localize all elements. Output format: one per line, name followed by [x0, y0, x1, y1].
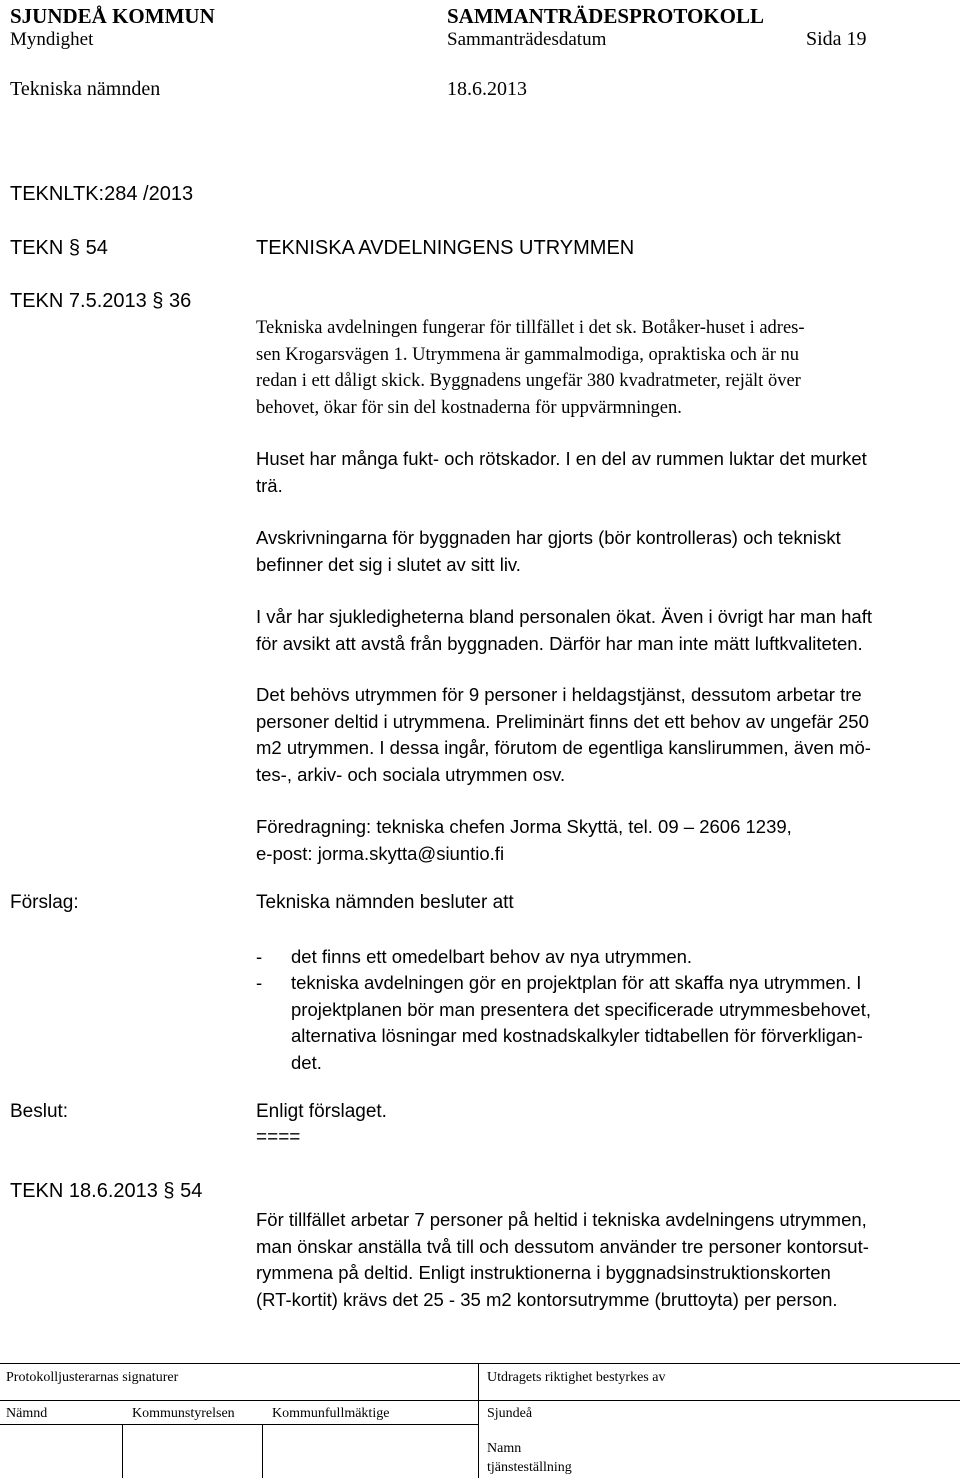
paragraph-current-staff	[256, 1207, 956, 1313]
decision-separator: ====	[256, 1127, 301, 1148]
name-label: Namn	[487, 1441, 522, 1456]
text-line: alternativa lösningar med kostnadskalkyler tidtabellen för förverkligan-	[291, 1025, 863, 1046]
authority-label: Myndighet	[10, 29, 94, 50]
teknltk-reference: TEKNLTK:284 /2013	[10, 183, 194, 205]
text-line: Föredragning: tekniska chefen Jorma Skyttä, tel. 09 – 2606 1239,	[256, 816, 792, 837]
proposal-item-dash: -	[256, 946, 263, 967]
footer-top-rule	[0, 1363, 960, 1364]
text-line: sen Krogarsvägen 1. Utrymmena är gammalmodiga, opraktiska och är nu	[256, 344, 800, 365]
footer-column-line	[262, 1424, 263, 1478]
document-type: SAMMANTRÄDESPROTOKOLL	[447, 4, 764, 28]
footer-row-rule	[0, 1400, 960, 1401]
text-line: Tekniska avdelningen fungerar för tillfället i det sk. Botåker-huset i adres-	[256, 318, 805, 338]
text-line: behovet, ökar för sin del kostnaderna för uppvärmningen.	[256, 397, 682, 418]
footer-divider	[478, 1363, 479, 1478]
section-title: TEKNISKA AVDELNINGENS UTRYMMEN	[256, 237, 635, 259]
text-line: Det behövs utrymmen för 9 personer i heldagstjänst, dessutom arbetar tre	[256, 684, 862, 705]
paragraph-depreciation	[256, 525, 956, 578]
proposal-label: Förslag:	[10, 892, 79, 913]
section-reference: TEKN § 54	[10, 237, 108, 259]
paragraph-damage	[256, 446, 956, 499]
text-line: Avskrivningarna för byggnaden har gjorts (bör kontrolleras) och tekniskt	[256, 527, 841, 548]
proposal-item: det finns ett omedelbart behov av nya utrymmen.	[291, 946, 693, 967]
paragraph-presentation	[256, 814, 956, 867]
text-line: Huset har många fukt- och rötskador. I en del av rummen luktar det murket	[256, 448, 867, 469]
certification-label: Utdragets riktighet bestyrkes av	[487, 1370, 666, 1385]
namnd-label: Nämnd	[6, 1406, 48, 1421]
meeting-date: 18.6.2013	[447, 78, 527, 100]
text-line: det.	[291, 1051, 322, 1073]
text-line: m2 utrymmen. I dessa ingår, förutom de egentliga kanslirummen, även mö-	[256, 737, 871, 758]
text-line: trä.	[256, 474, 283, 496]
position-label: tjänsteställning	[487, 1460, 572, 1475]
text-line: befinner det sig i slutet av sitt liv.	[256, 553, 521, 575]
text-line: tes-, arkiv- och sociala utrymmen osv.	[256, 763, 566, 785]
paragraph-sick-leave	[256, 604, 956, 657]
text-line: För tillfället arbetar 7 personer på heltid i tekniska avdelningens utrymmen,	[256, 1209, 867, 1230]
text-line: personer deltid i utrymmena. Preliminärt finns det ett behov av ungefär 250	[256, 710, 869, 732]
sjundea-label: Sjundeå	[487, 1406, 533, 1421]
signatures-label: Protokolljusterarnas signaturer	[6, 1370, 179, 1385]
text-line: (RT-kortit) krävs det 25 - 35 m2 kontorsutrymme (bruttoyta) per person.	[256, 1288, 838, 1310]
text-line: redan i ett dåligt skick. Byggnadens ungefär 380 kvadratmeter, rejält över	[256, 371, 801, 391]
decision-text: Enligt förslaget.	[256, 1101, 387, 1122]
proposal-intro: Tekniska nämnden besluter att	[256, 892, 514, 913]
section-reference-bottom: TEKN 18.6.2013 § 54	[10, 1180, 203, 1202]
text-line: I vår har sjukledigheterna bland personalen ökat. Även i övrigt har man haft	[256, 606, 873, 627]
text-line: man önskar anställa två till och dessutom använder tre personer kontorsut-	[256, 1235, 869, 1257]
previous-section-reference: TEKN 7.5.2013 § 36	[10, 290, 192, 312]
authority-name: Tekniska nämnden	[10, 78, 161, 100]
text-line: rymmena på deltid. Enligt instruktionerna i byggnadsinstruktionskorten	[256, 1262, 831, 1283]
paragraph-space-needs	[256, 682, 956, 788]
footer-row-rule	[0, 1424, 478, 1425]
municipality-name: SJUNDEÅ KOMMUN	[10, 4, 215, 28]
proposal-item-dash: -	[256, 972, 263, 993]
text-line: tekniska avdelningen gör en projektplan för att skaffa nya utrymmen. I	[291, 972, 862, 993]
text-line: för avsikt att avstå från byggnaden. Därför har man inte mätt luftkvaliteten.	[256, 632, 863, 654]
text-line: e-post: jorma.skytta@siuntio.fi	[256, 842, 505, 864]
page-number: Sida 19	[806, 28, 867, 50]
footer-column-line	[122, 1424, 123, 1478]
paragraph-building-condition	[256, 315, 956, 421]
decision-label: Beslut:	[10, 1101, 69, 1122]
meeting-date-label: Sammanträdesdatum	[447, 29, 607, 50]
text-line: projektplanen bör man presentera det specificerade utrymmesbehovet,	[291, 998, 871, 1020]
kommunfullmaktige-label: Kommunfullmäktige	[272, 1406, 390, 1421]
kommunstyrelsen-label: Kommunstyrelsen	[132, 1406, 235, 1421]
proposal-item	[291, 970, 871, 1076]
